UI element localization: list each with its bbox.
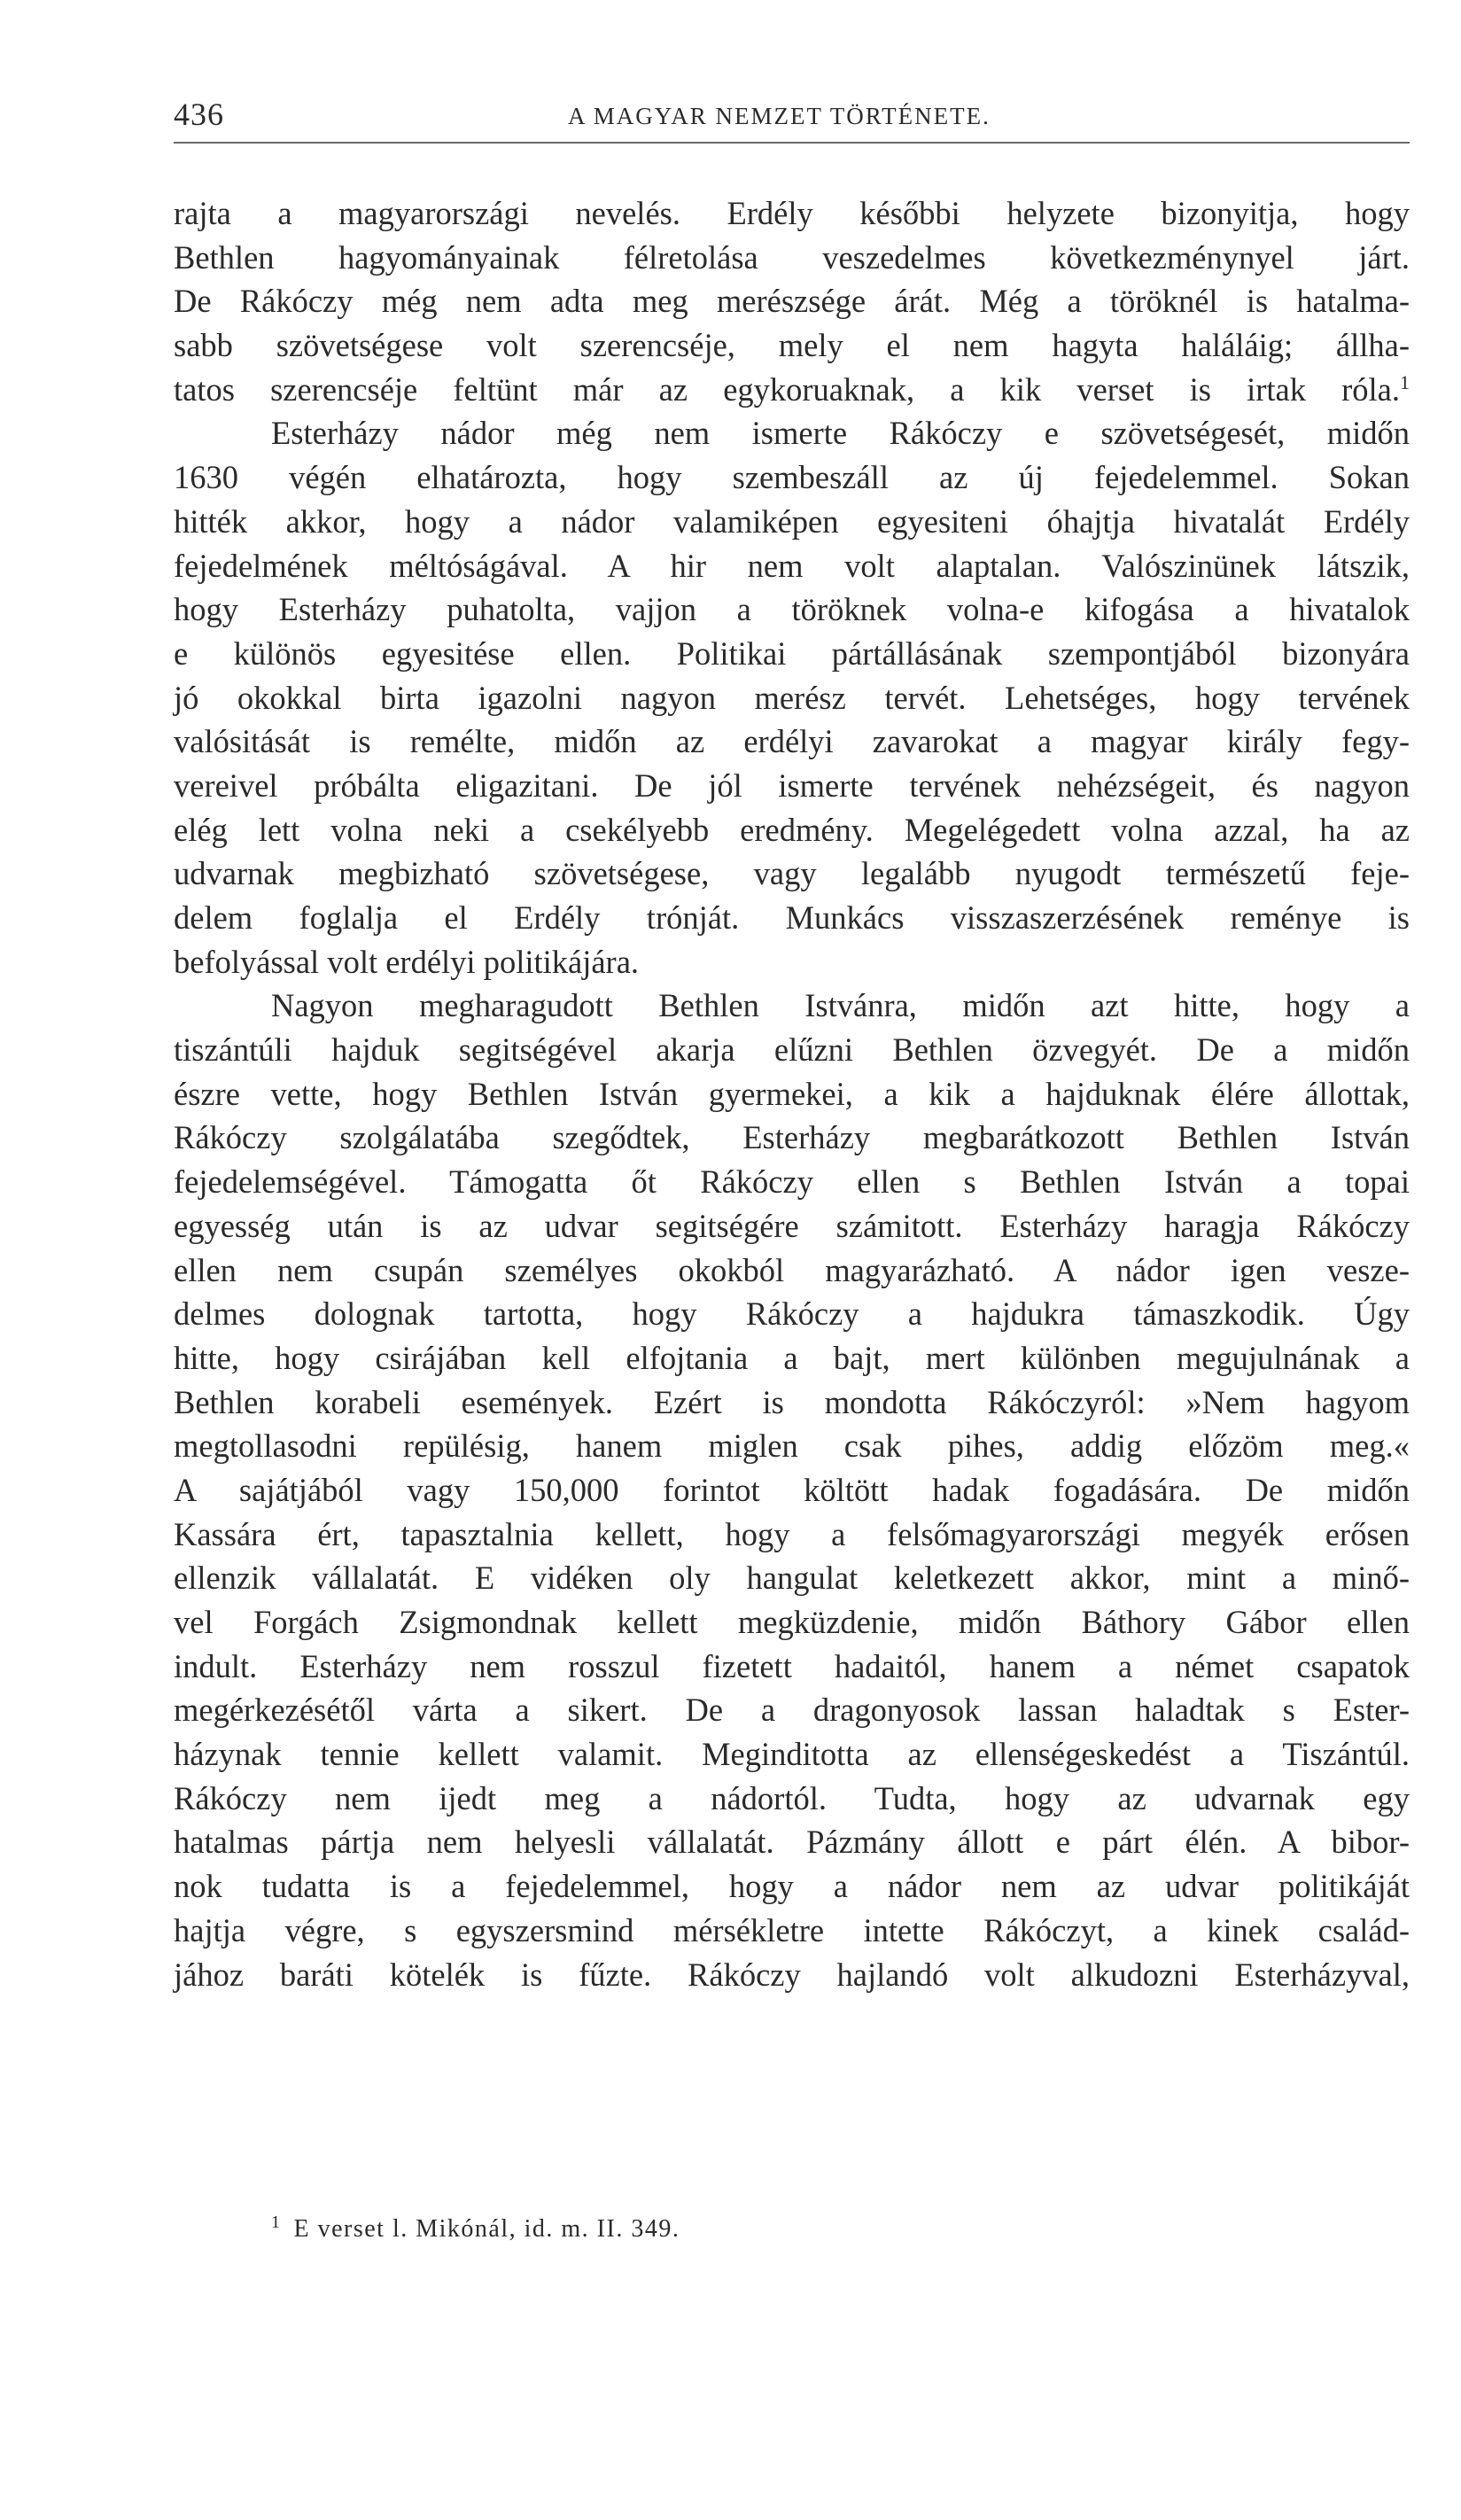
footnote-marker: 1	[1400, 370, 1410, 393]
body-text	[174, 191, 1410, 1996]
text-line	[174, 1381, 1410, 1425]
text-line	[174, 279, 1410, 323]
text-line-content: észre vette, hogy Bethlen István gyermekei, a kik a hajduknak élére állottak,	[174, 1075, 1410, 1112]
running-title: A MAGYAR NEMZET TÖRTÉNETE.	[568, 103, 991, 129]
text-line-content: megtollasodni repülésig, hanem miglen csak pihes, addig előzöm meg.«	[174, 1427, 1410, 1465]
text-line-content: indult. Esterházy nem rosszul fizetett hadaitól, hanem a német csapatok	[174, 1647, 1410, 1684]
text-line	[174, 1820, 1410, 1864]
text-line-content: tatos szerencséje feltünt már az egykoruaknak, a kik verset is irtak róla.$^1$	[174, 370, 1410, 408]
text-line-content: ellenzik vállalatát. E vidéken oly hangulat keletkezett akkor, mint a minő-	[174, 1559, 1410, 1597]
text-line	[174, 1248, 1410, 1293]
text-line	[174, 587, 1410, 632]
text-line-content: Bethlen hagyományainak félretolása veszedelmes következménynyel járt.	[174, 238, 1410, 276]
text-line-content: vel Forgách Zsigmondnak kellett megküzdenie, midőn Báthory Gábor ellen	[174, 1604, 1410, 1640]
text-line-content: hogy Esterházy puhatolta, vajjon a töröknek volna-e kifogása a hivatalok	[174, 591, 1410, 628]
text-line	[174, 984, 1410, 1028]
text-line	[174, 896, 1410, 940]
text-line	[174, 1909, 1410, 1953]
footnote-text: E verset l. Mikónál, id. m. II. 349.	[293, 2215, 680, 2243]
text-line	[174, 1028, 1410, 1072]
text-line-content: Rákóczy szolgálatába szegődtek, Esterházy megbarátkozott Bethlen István	[174, 1119, 1410, 1156]
text-line-content: nok tudatta is a fejedelemmel, hogy a nádor nem az udvar politikáját	[174, 1868, 1410, 1905]
text-line-content: rajta a magyarországi nevelés. Erdély későbbi helyzete bizonyitja, hogy	[174, 195, 1410, 231]
text-line-content: ellen nem csupán személyes okokból magyarázható. A nádor igen vesze-	[174, 1251, 1410, 1288]
text-line-content: megérkezésétől várta a sikert. De a dragonyosok lassan haladtak s Ester-	[174, 1692, 1410, 1729]
text-line	[174, 411, 1410, 455]
text-line-content: jához baráti kötelék is fűzte. Rákóczy hajlandó volt alkudozni Esterházyval,	[174, 1956, 1410, 1993]
text-line	[174, 1688, 1410, 1732]
text-line	[174, 1556, 1410, 1600]
text-line	[174, 1864, 1410, 1909]
text-line	[174, 1292, 1410, 1336]
text-line-content: hatalmas pártja nem helyesli vállalatát. Pázmány állott e párt élén. A bibor-	[174, 1824, 1410, 1861]
text-line	[174, 191, 1410, 236]
text-line-content: Esterházy nádor még nem ismerte Rákóczy e szövetségesét, midőn	[271, 415, 1410, 452]
text-line	[174, 1468, 1410, 1513]
text-line-content: A sajátjából vagy 150,000 forintot költött hadak fogadására. De midőn	[174, 1471, 1410, 1508]
text-line-content: delmes dolognak tartotta, hogy Rákóczy a hajdukra támaszkodik. Úgy	[174, 1295, 1410, 1333]
text-line-content: vereivel próbálta eligazitani. De jól ismerte tervének nehézségeit, és nagyon	[174, 766, 1410, 804]
text-line-content: delem foglalja el Erdély trónját. Munkács visszaszerzésének reménye is	[174, 899, 1410, 936]
text-line	[174, 676, 1410, 720]
text-line-content: hajtja végre, s egyszersmind mérsékletre intette Rákóczyt, a kinek család-	[174, 1911, 1410, 1948]
text-line-content: udvarnak megbizható szövetségese, vagy legalább nyugodt természetű feje-	[174, 855, 1410, 892]
text-line-content: Bethlen korabeli események. Ezért is mondotta Rákóczyról: »Nem hagyom	[174, 1383, 1410, 1420]
footnote-number: 1	[271, 2212, 282, 2232]
text-line	[174, 1160, 1410, 1204]
text-line	[174, 1732, 1410, 1777]
text-line	[174, 236, 1410, 280]
text-line	[174, 1645, 1410, 1689]
text-line	[174, 808, 1410, 852]
text-line	[174, 544, 1410, 588]
text-line-content: fejedelmének méltóságával. A hir nem volt alaptalan. Valószinünek látszik,	[174, 547, 1410, 584]
text-line	[174, 852, 1410, 896]
text-line-content: befolyással volt erdélyi politikájára.	[174, 943, 640, 980]
text-line-content: 1630 végén elhatározta, hogy szembeszáll az új fejedelemmel. Sokan	[174, 459, 1410, 496]
text-line-content: De Rákóczy még nem adta meg merészsége árát. Még a töröknél is hatalma-	[174, 283, 1410, 320]
text-line	[174, 1777, 1410, 1821]
text-line	[174, 1600, 1410, 1645]
text-line-content: hitte, hogy csirájában kell elfojtania a bajt, mert különben megujulnának a	[174, 1339, 1410, 1376]
text-line	[174, 764, 1410, 808]
header-rule	[174, 142, 1410, 144]
text-line	[174, 323, 1410, 368]
text-line	[174, 1336, 1410, 1381]
text-line-content: fejedelemségével. Támogatta őt Rákóczy ellen s Bethlen István a topai	[174, 1163, 1410, 1201]
text-line	[174, 632, 1410, 676]
text-line-content: elég lett volna neki a csekélyebb eredmény. Megelégedett volna azzal, ha az	[174, 811, 1410, 848]
text-line	[174, 940, 1410, 984]
text-line-content: Kassára ért, tapasztalnia kellett, hogy a felsőmagyarországi megyék erősen	[174, 1515, 1410, 1552]
text-line-content: e különös egyesitése ellen. Politikai pártállásának szempontjából bizonyára	[174, 634, 1410, 672]
text-line-content: jó okokkal birta igazolni nagyon merész tervét. Lehetséges, hogy tervének	[174, 679, 1410, 716]
text-line	[174, 455, 1410, 500]
page-number: 436	[174, 97, 224, 132]
text-line	[174, 1953, 1410, 1997]
text-line-content: tiszántúli hajduk segitségével akarja elűzni Bethlen özvegyét. De a midőn	[174, 1031, 1410, 1069]
text-line-content: Rákóczy nem ijedt meg a nádortól. Tudta, hogy az udvarnak egy	[174, 1779, 1410, 1816]
text-line-content: sabb szövetségese volt szerencséje, mely el nem hagyta haláláig; állha-	[174, 327, 1410, 364]
text-line	[174, 1072, 1410, 1116]
page-header	[174, 96, 1410, 138]
text-line	[174, 1424, 1410, 1468]
text-line	[174, 500, 1410, 544]
text-line-content: egyesség után is az udvar segitségére számitott. Esterházy haragja Rákóczy	[174, 1207, 1410, 1244]
text-line	[174, 1116, 1410, 1160]
text-line-content: házynak tennie kellett valamit. Meginditotta az ellenségeskedést a Tiszántúl.	[174, 1736, 1410, 1773]
text-line-content: Nagyon megharagudott Bethlen Istvánra, midőn azt hitte, hogy a	[271, 987, 1410, 1024]
text-line	[174, 1513, 1410, 1557]
text-line	[174, 368, 1410, 412]
text-line-content: valósitását is remélte, midőn az erdélyi zavarokat a magyar király fegy-	[174, 723, 1410, 760]
text-line-content: hitték akkor, hogy a nádor valamiképen egyesiteni óhajtja hivatalát Erdély	[174, 502, 1410, 540]
footnote	[271, 2212, 680, 2244]
text-line	[174, 719, 1410, 764]
text-line	[174, 1204, 1410, 1248]
